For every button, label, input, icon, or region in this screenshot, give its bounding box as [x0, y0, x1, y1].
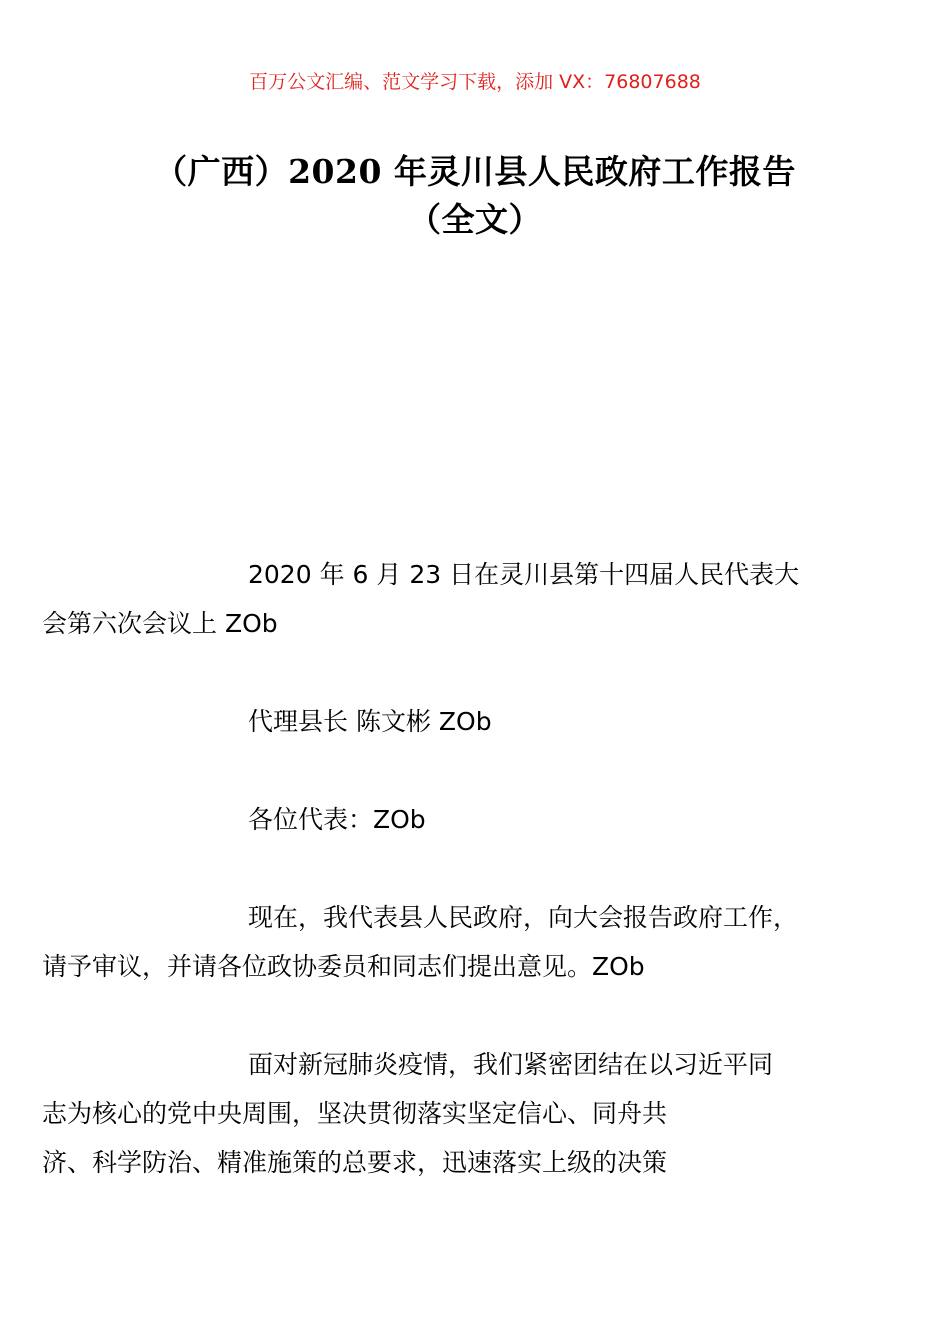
- paragraph-salutation: [145, 795, 835, 844]
- header-watermark-note: 百万公文汇编、范文学习下载，添加 VX：76807688: [249, 71, 701, 93]
- document-body: [42, 550, 835, 1236]
- paragraph-line: 各位代表：ZOb: [248, 805, 426, 834]
- paragraph-line: 会第六次会议上 ZOb: [42, 609, 278, 638]
- title-line-1: （广西）2020 年灵川县人民政府工作报告: [154, 152, 796, 191]
- paragraph-intro: [42, 893, 835, 991]
- paragraph-speaker: [145, 697, 835, 746]
- paragraph-line: 代理县长 陈文彬 ZOb: [248, 707, 492, 736]
- paragraph-line: 志为核心的党中央周围，坚决贯彻落实坚定信心、同舟共: [42, 1099, 668, 1128]
- paragraph-line: 济、科学防治、精准施策的总要求，迅速落实上级的决策: [42, 1148, 668, 1177]
- title-line-2: （全文）: [408, 200, 542, 239]
- paragraph-meeting-info: [42, 550, 835, 648]
- paragraph-line: 请予审议，并请各位政协委员和同志们提出意见。ZOb: [42, 952, 645, 981]
- paragraph-epidemic: [42, 1040, 835, 1187]
- paragraph-line: 面对新冠肺炎疫情，我们紧密团结在以习近平同: [248, 1050, 774, 1079]
- document-title: [100, 148, 850, 244]
- paragraph-line: 现在，我代表县人民政府，向大会报告政府工作，: [248, 903, 799, 932]
- paragraph-line: 2020 年 6 月 23 日在灵川县第十四届人民代表大: [248, 560, 800, 589]
